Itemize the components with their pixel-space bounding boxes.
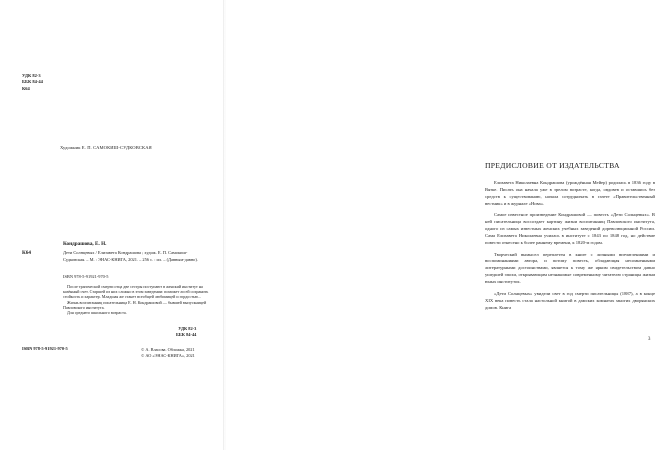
right-page-preface bbox=[226, 0, 655, 450]
annotation-paragraph: Жизнь воспитанниц писательница Е. Н. Кондрашовой — бывшей выпускницей Павловского института. bbox=[63, 299, 207, 310]
illustrator-credit: Художник Е. П. САМОКИШ-СУДКОВСКАЯ bbox=[60, 145, 152, 150]
annotation-paragraph: После трагической смерти отца две сестры поступают в женский институт на казённый счет. Старшей из них сложно в этом заведении: поможет ли ей сохранить стойкость и характер. Младшая же станет всеобщей любимицей и гордостью... bbox=[63, 284, 209, 300]
copyright-line: © АО «ЭНАС-КНИГА», 2021 bbox=[141, 353, 195, 358]
preface-paragraph: Самое известное произведение Кондрашовой — повесть «Дети Солнцевых». В ней писательница воссоздает картину жизни воспитанниц Павловского института, одного из самых известных женских учебных заведений дореволюционной России. Сама Елизавета Николаевна училась в институте с 1843 по 1848 год, но действие повести отнесено к более раннему времени, к 1820-м годам. bbox=[485, 212, 655, 245]
udk-block-bottom bbox=[176, 326, 196, 338]
isbn-bottom: ISBN 978-5-91921-970-5 bbox=[22, 346, 68, 351]
bbk-code: ББК 84-44 bbox=[176, 332, 197, 337]
preface-paragraph: Творческий вымысел переплетен в книге с личными впечатлениями и воспоминаниями автора, и потому повесть, обладающая несомненными литературными достоинствами, является к тому же ярким свидетельством давно ушедшей эпохи, открывающим незнакомые современному читателю страницы жизни юных институток. bbox=[485, 251, 655, 284]
udk-code: УДК 82-3 bbox=[178, 326, 197, 331]
isbn-line: ISBN 978-5-91921-970-5 bbox=[63, 274, 109, 279]
copyright-line: © А. Власова. Обложка, 2021 bbox=[141, 347, 195, 352]
author-mark: К64 bbox=[22, 85, 30, 91]
udk-block-top bbox=[22, 73, 43, 92]
preface-paragraph: «Дети Солнцевых» увидели свет в год смерти писательницы (1887), а в конце XIX века повесть стала настольной книгой в дамских комнатах многих дворянских домов. Книга bbox=[485, 290, 655, 310]
preface-heading: ПРЕДИСЛОВИЕ ОТ ИЗДАТЕЛЬСТВА bbox=[485, 161, 620, 170]
udk-code: УДК 82-3 bbox=[22, 73, 41, 78]
annotation-audience: Для среднего школьного возраста. bbox=[67, 310, 127, 316]
preface-paragraph: Елизавета Николаевна Кондрашова (урождённая Мейер) родилась в 1836 году в Вятке. Писать она начала уже в зрелом возрасте, когда, овдовев и оставшись без средств к существованию, начала сотрудничать в газете «Правительственный вестник» и в журнале «Нова». bbox=[485, 180, 655, 206]
left-page-imprint bbox=[0, 0, 224, 450]
bibliographic-description: Дети Солнцевых / Елизавета Кондрашова ; худож. Е. П. Самокиш-Судковская. – М. : ЭНАС-КНИГА, 2021. – 256 с. : ил. – (Давным-давно). bbox=[63, 250, 198, 262]
preface-body bbox=[485, 180, 655, 316]
catalog-code: К64 bbox=[22, 250, 31, 256]
page-number: 3 bbox=[648, 337, 651, 342]
annotation bbox=[63, 284, 211, 315]
bbk-code: ББК 84-44 bbox=[22, 79, 43, 85]
copyright-block bbox=[141, 347, 195, 359]
author-heading: Кондрашова, Е. Н. bbox=[63, 241, 107, 247]
